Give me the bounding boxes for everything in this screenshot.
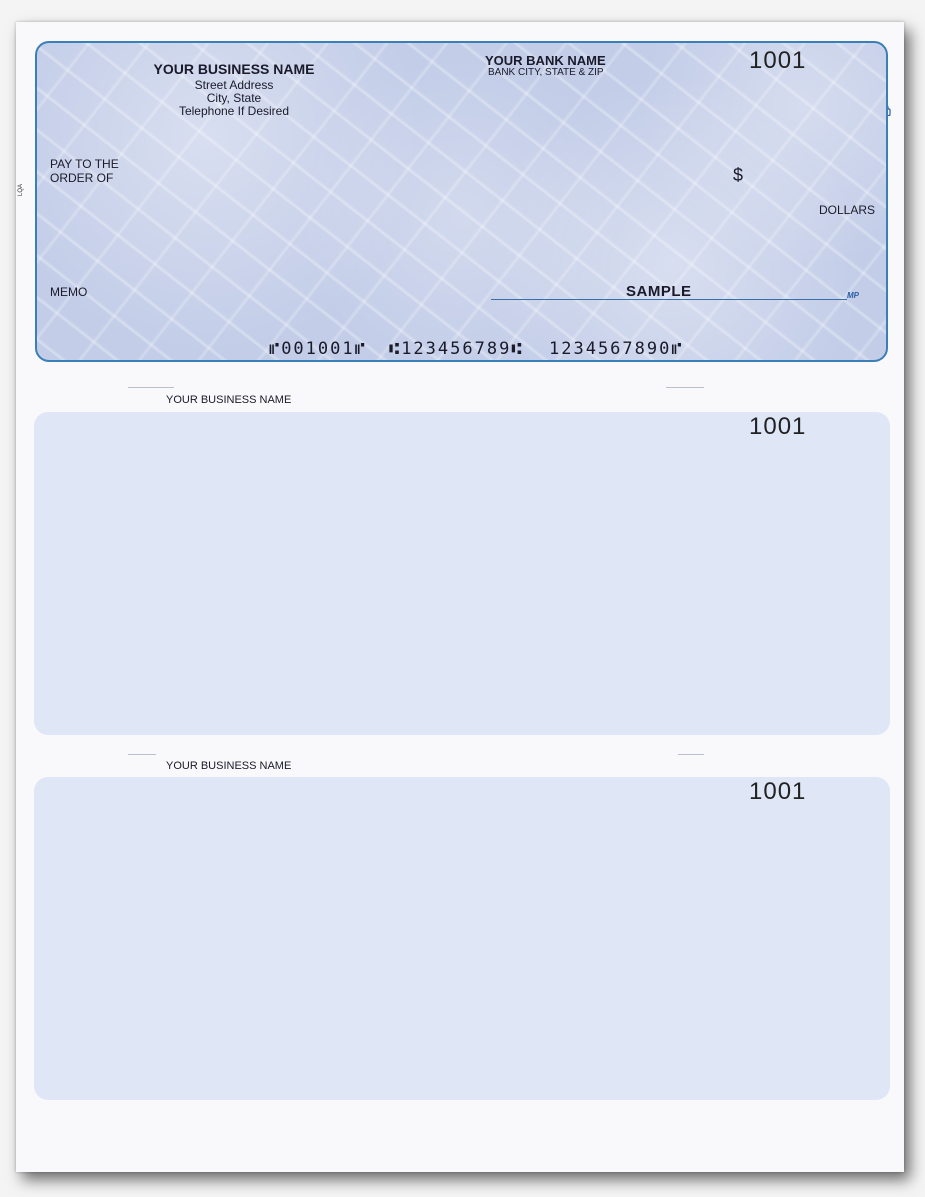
- perforation-mark: [678, 754, 704, 755]
- perforation-mark: [128, 754, 156, 755]
- pay-to-line1: PAY TO THE: [50, 157, 119, 171]
- perforation-mark: [128, 387, 174, 388]
- micr-routing-number: ⑆123456789⑆: [389, 339, 524, 359]
- business-telephone: Telephone If Desired: [178, 104, 290, 118]
- stub1-business-name: YOUR BUSINESS NAME: [166, 394, 292, 406]
- pay-to-label: [50, 157, 119, 185]
- stub1-check-number: 1001: [749, 413, 807, 440]
- bank-name: YOUR BANK NAME: [485, 53, 606, 68]
- signature-sample: SAMPLE: [626, 283, 692, 300]
- bank-city: BANK CITY, STATE & ZIP: [488, 67, 604, 78]
- stub2-check-number: 1001: [749, 778, 807, 805]
- mp-mark: MP: [847, 291, 859, 300]
- signature-line: [491, 299, 847, 300]
- perforation-mark: [666, 387, 704, 388]
- dollar-sign: $: [733, 165, 744, 185]
- check-face: [35, 41, 888, 362]
- stub2-panel: [34, 777, 890, 1100]
- check-number: 1001: [749, 47, 807, 74]
- stub2-business-name: YOUR BUSINESS NAME: [166, 760, 292, 772]
- memo-label: MEMO: [50, 285, 88, 299]
- business-street: Street Address: [194, 78, 274, 92]
- micr-account-number: 1234567890⑈: [549, 339, 684, 359]
- business-city-state: City, State: [206, 91, 262, 105]
- business-name: YOUR BUSINESS NAME: [153, 61, 315, 77]
- side-code: LQA: [18, 183, 24, 196]
- pay-to-line2: ORDER OF: [50, 171, 114, 185]
- micr-check-number: ⑈001001⑈: [269, 339, 367, 359]
- dollars-label: DOLLARS: [819, 203, 876, 217]
- stub1-panel: [34, 412, 890, 735]
